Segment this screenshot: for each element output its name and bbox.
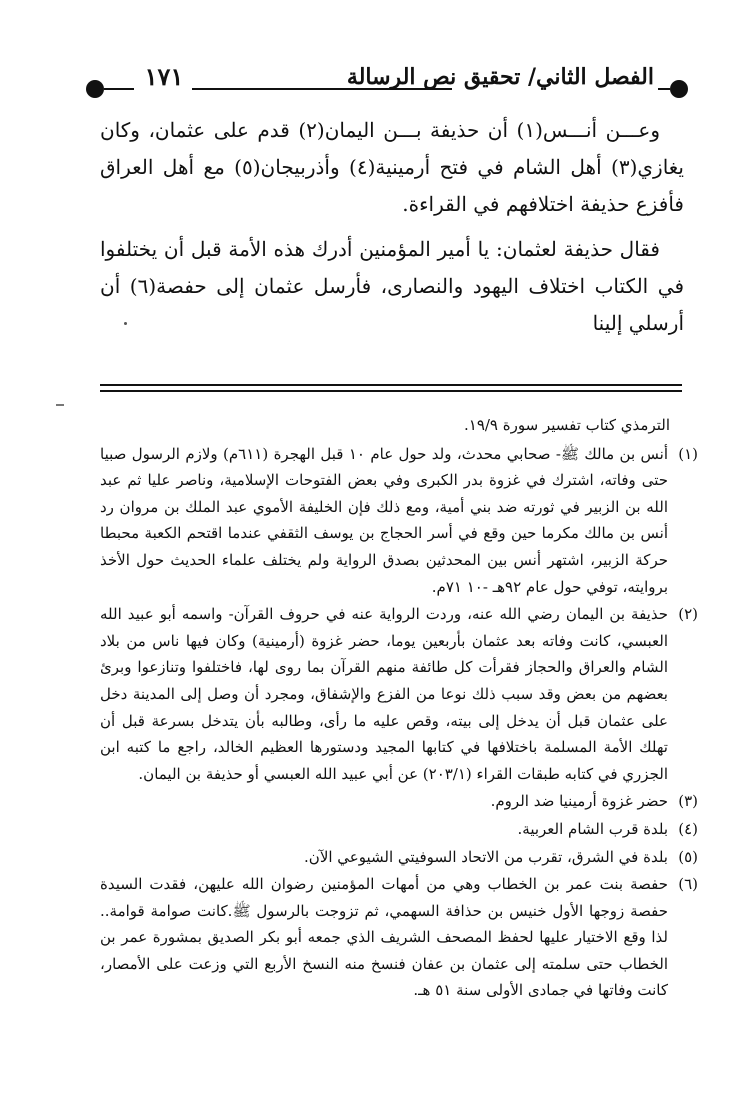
main-text (100, 112, 684, 350)
footnote-item (100, 601, 698, 787)
footnote-item (100, 844, 698, 871)
body-paragraph: وعـــن أنـــس(١) أن حذيفة بـــن اليمان(٢) قدم على عثمان، وكان يغازي(٣) أهل الشام في فتح أرمينية(٤) وأذربيجان(٥) مع أهل العراق فأفزع حذيفة اختلافهم في القراءة. (100, 118, 685, 216)
footnote-separator (100, 390, 682, 392)
footnote-separator (100, 384, 682, 386)
footnote-text: حضر غزوة أرمينيا ضد الروم. (490, 792, 668, 811)
body-paragraph: فقال حذيفة لعثمان: يا أمير المؤمنين أدرك هذه الأمة قبل أن يختلفوا في الكتاب اختلاف اليهود والنصارى، فأرسل عثمان إلى حفصة(٦) أن أرسلي إلينا (100, 237, 685, 335)
footnote-item (100, 816, 698, 843)
header-dot-ornament (86, 80, 104, 98)
header-rule (658, 88, 670, 90)
footnote-number: (٣) (678, 792, 698, 811)
chapter-title: الفصل الثاني/ تحقيق نص الرسالة (346, 64, 654, 90)
header-dot-ornament (670, 80, 688, 98)
header-rule (104, 88, 134, 90)
footnote-text: أنس بن مالك ﷺ- صحابي محدث، ولد حول عام ١٠ قبل الهجرة (٦١١م) ولازم الرسول صبيا حتى وفاته، اشترك في غزوة بدر الكبرى وفي بعض الفتوحات الإسلامية، وناصر عليا ثم عبد الله بن الزبير في ثورته ضد بني أمية، ومع ذلك فإن الخليفة الأموي عبد الملك بن مروان رد أنس بن مالك مكرما حين وقع في أسر الحجاج بن يوسف الثقفي عندما اقتحم الكعبة محبطا حركة الزبير، اشتهر أنس بين المحدثين بصدق الرواية ولم يختلف علماء الحديث حول الأخذ بروايته، توفي حول عام ٩٢هـ -١٠ ٧١م. (100, 444, 668, 596)
footnote-number: (١) (678, 444, 698, 463)
footnote-number: (٦) (678, 875, 698, 894)
footnote-continuation: الترمذي كتاب تفسير سورة ١٩/٩. (463, 416, 670, 434)
footnote-text: حفصة بنت عمر بن الخطاب وهي من أمهات المؤمنين رضوان الله عليهن، فقدت السيدة حفصة زوجها الأول خنيس بن حذافة السهمي، ثم تزوجت بالرسول ﷺ.كانت صوامة قوامة.. لذا وقع الاختيار عليها لحفظ المصحف الشريف الذي جمعه أبو بكر الصديق بمشورة عمر بن الخطاب حتى سلمته إلى عثمان بن عفان فنسخ منه النسخ الأربع التي وزعت على الأمصار، كانت وفاتها في جمادى الأولى سنة ٥١ هـ. (100, 875, 668, 1000)
footnote-text: بلدة في الشرق، تقرب من الاتحاد السوفيتي الشيوعي الآن. (304, 847, 668, 866)
footnote-number: (٥) (678, 847, 698, 866)
scan-speck (124, 322, 127, 325)
footnotes (100, 412, 698, 1005)
footnote-number: (٢) (678, 605, 698, 624)
footnote-item (100, 441, 698, 601)
footnote-text: حذيفة بن اليمان رضي الله عنه، وردت الرواية عنه في حروف القرآن- واسمه أبو عبيد الله العبسي، كانت وفاته بعد عثمان بأربعين يوما، حضر غزوة (أرمينية) وكان فيها ناس من بلاد الشام والعراق والحجاز فقرأت كل طائفة منهم القرآن بما روى لها، فاختلفوا وتنازعوا وبرئ بعضهم من بعض وقد سبب ذلك نوعا من الفزع والإشفاق، ومجرد أن وصل إلى المدينة دخل على عثمان قبل أن يدخل إلى بيته، وقص عليه ما رأى، وطالبه بأن يتدخل بسرعة قبل أن تهلك الأمة المسلمة باختلافها في كتابها المجيد ودستورها العظيم الخالد، راجع ما كتبه ابن الجزري في كتابه طبقات القراء (٢٠٣/١) عن أبي عبيد الله العبسي أو حذيفة بن اليمان. (100, 605, 668, 783)
margin-dash (56, 404, 64, 406)
running-header (92, 60, 682, 108)
footnote-number: (٤) (678, 819, 698, 838)
footnote-text: بلدة قرب الشام العربية. (517, 819, 668, 838)
page-number: ١٧١ (144, 62, 184, 91)
footnote-item (100, 788, 698, 815)
footnote-item (100, 871, 698, 1004)
